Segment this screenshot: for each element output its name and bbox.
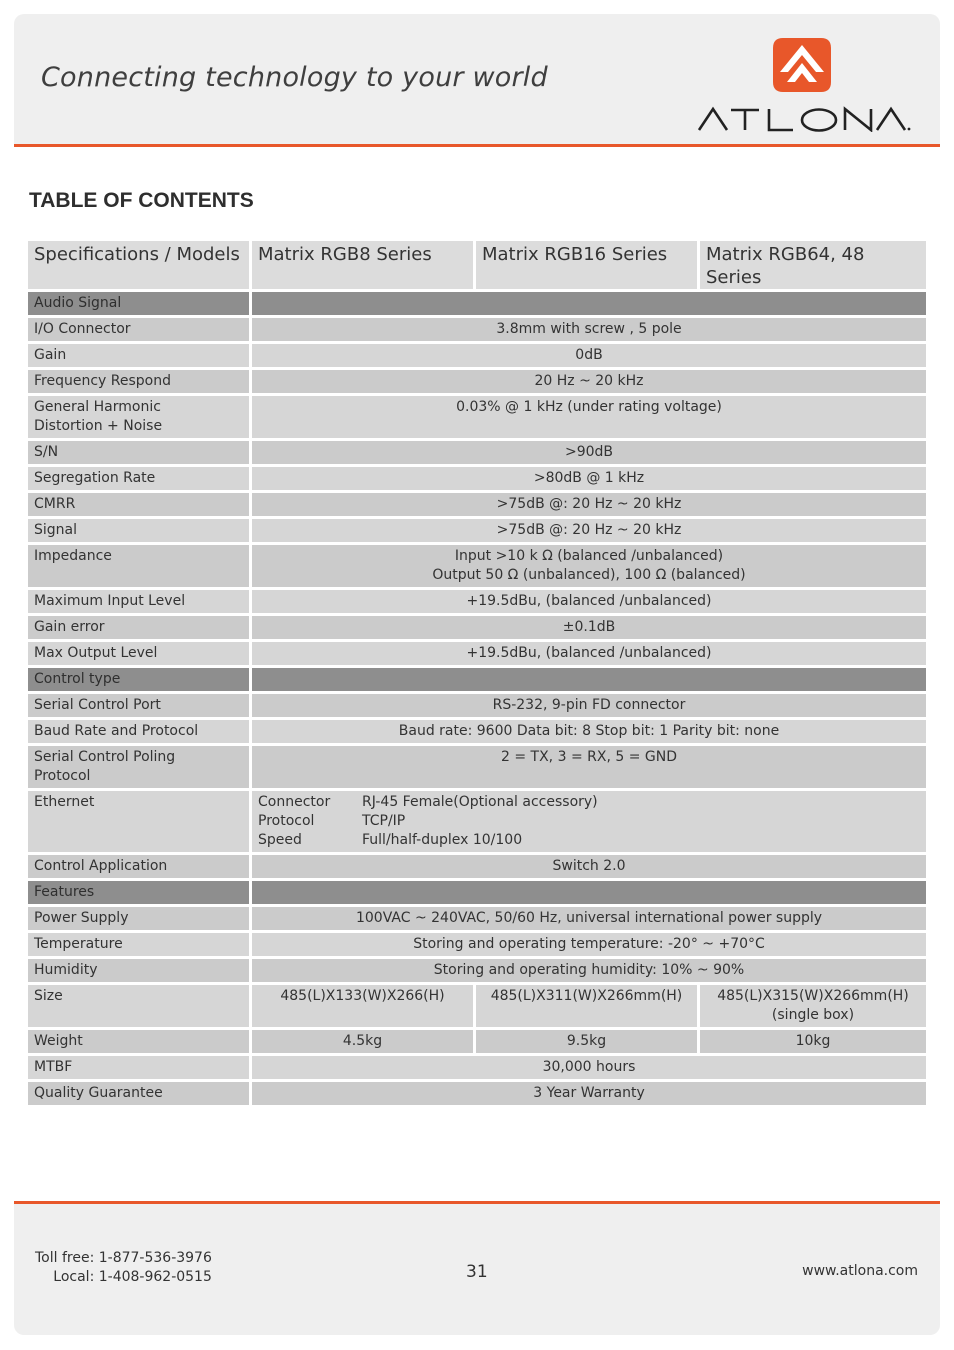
row-label: S/N [28, 441, 252, 464]
row-label: I/O Connector [28, 318, 252, 341]
row-value: >90dB [252, 441, 926, 464]
ethernet-protocol: Protocol TCP/IP [258, 813, 406, 829]
header-specifications: Specifications / Models [28, 241, 252, 289]
row-label: Gain [28, 344, 252, 367]
table-row [28, 493, 926, 516]
header-rgb16: Matrix RGB16 Series [476, 241, 700, 289]
row-label [28, 396, 252, 438]
table-row [28, 590, 926, 613]
size-rgb16: 485(L)X311(W)X266mm(H) [476, 985, 700, 1027]
row-value: >75dB @: 20 Hz ~ 20 kHz [252, 493, 926, 516]
row-value: Baud rate: 9600 Data bit: 8 Stop bit: 1 Parity bit: none [252, 720, 926, 743]
table-row [28, 855, 926, 878]
table-row [28, 746, 926, 788]
table-row [28, 694, 926, 717]
toll-free-number: Toll free: 1-877-536-3976 [35, 1250, 212, 1266]
table-row [28, 370, 926, 393]
ethernet-details [252, 791, 926, 852]
atlona-logo-icon [771, 36, 833, 94]
spec-table [28, 238, 926, 1108]
header-rgb8: Matrix RGB8 Series [252, 241, 476, 289]
weight-rgb64: 10kg [700, 1030, 926, 1053]
table-row [28, 959, 926, 982]
page-number: 31 [466, 1262, 488, 1282]
row-value: Storing and operating temperature: -20° ~ +70°C [252, 933, 926, 956]
row-label: Maximum Input Level [28, 590, 252, 613]
table-row [28, 318, 926, 341]
header-rule [14, 144, 940, 147]
row-label: Gain error [28, 616, 252, 639]
website-link[interactable]: www.atlona.com [802, 1263, 918, 1279]
row-label: CMRR [28, 493, 252, 516]
impedance-input: Input >10 k Ω (balanced /unbalanced) [454, 548, 724, 564]
row-value: 3 Year Warranty [252, 1082, 926, 1105]
row-label: Max Output Level [28, 642, 252, 665]
row-label: Temperature [28, 933, 252, 956]
table-row [28, 985, 926, 1027]
table-row [28, 791, 926, 852]
row-value: Switch 2.0 [252, 855, 926, 878]
row-value: 3.8mm with screw , 5 pole [252, 318, 926, 341]
row-value: RS-232, 9-pin FD connector [252, 694, 926, 717]
row-value: >75dB @: 20 Hz ~ 20 kHz [252, 519, 926, 542]
table-row [28, 933, 926, 956]
section-label: Control type [28, 668, 252, 691]
table-row [28, 1030, 926, 1053]
row-value: +19.5dBu, (balanced /unbalanced) [252, 590, 926, 613]
row-label-line: Serial Control Poling [34, 749, 176, 765]
row-value: 2 = TX, 3 = RX, 5 = GND [252, 746, 926, 788]
row-label: Power Supply [28, 907, 252, 930]
row-value: Storing and operating humidity: 10% ~ 90% [252, 959, 926, 982]
row-label: Segregation Rate [28, 467, 252, 490]
tagline: Connecting technology to your world [41, 62, 548, 93]
atlona-wordmark [697, 106, 911, 132]
table-row [28, 642, 926, 665]
row-label: Frequency Respond [28, 370, 252, 393]
row-label: Serial Control Port [28, 694, 252, 717]
row-value: +19.5dBu, (balanced /unbalanced) [252, 642, 926, 665]
section-row [28, 292, 926, 315]
row-label: Size [28, 985, 252, 1027]
row-value: 100VAC ~ 240VAC, 50/60 Hz, universal international power supply [252, 907, 926, 930]
table-row [28, 907, 926, 930]
header-rgb64: Matrix RGB64, 48 Series [700, 241, 926, 289]
row-label-line: Protocol [34, 768, 91, 784]
row-label: Impedance [28, 545, 252, 587]
ethernet-connector: Connector RJ-45 Female(Optional accessory) [258, 794, 598, 810]
toc-title: TABLE OF CONTENTS [29, 189, 254, 212]
section-row [28, 881, 926, 904]
size-rgb8: 485(L)X133(W)X266(H) [252, 985, 476, 1027]
table-row [28, 545, 926, 587]
row-label: Weight [28, 1030, 252, 1053]
impedance-output: Output 50 Ω (unbalanced), 100 Ω (balanced) [432, 567, 746, 583]
row-label: Quality Guarantee [28, 1082, 252, 1105]
table-row [28, 441, 926, 464]
row-value: 30,000 hours [252, 1056, 926, 1079]
row-label [28, 746, 252, 788]
local-number: Local: 1-408-962-0515 [53, 1269, 212, 1285]
section-label: Audio Signal [28, 292, 252, 315]
table-row [28, 467, 926, 490]
size-rgb64: 485(L)X315(W)X266mm(H) (single box) [700, 985, 926, 1027]
table-header-row [28, 241, 926, 289]
row-label: Humidity [28, 959, 252, 982]
row-value: ±0.1dB [252, 616, 926, 639]
weight-rgb8: 4.5kg [252, 1030, 476, 1053]
row-label: MTBF [28, 1056, 252, 1079]
contact-phones [35, 1249, 212, 1287]
weight-rgb16: 9.5kg [476, 1030, 700, 1053]
table-row [28, 396, 926, 438]
table-row [28, 616, 926, 639]
row-value: 0.03% @ 1 kHz (under rating voltage) [252, 396, 926, 438]
table-row [28, 344, 926, 367]
section-label: Features [28, 881, 252, 904]
row-value: >80dB @ 1 kHz [252, 467, 926, 490]
row-label: Control Application [28, 855, 252, 878]
row-value: 0dB [252, 344, 926, 367]
row-label: Signal [28, 519, 252, 542]
table-row [28, 519, 926, 542]
table-row [28, 720, 926, 743]
row-label: Ethernet [28, 791, 252, 852]
row-value [252, 545, 926, 587]
table-row [28, 1056, 926, 1079]
section-row [28, 668, 926, 691]
table-row [28, 1082, 926, 1105]
row-label: Baud Rate and Protocol [28, 720, 252, 743]
row-label-line: General Harmonic [34, 399, 161, 415]
row-label-line: Distortion + Noise [34, 418, 163, 434]
row-value: 20 Hz ~ 20 kHz [252, 370, 926, 393]
ethernet-speed: Speed Full/half-duplex 10/100 [258, 832, 523, 848]
